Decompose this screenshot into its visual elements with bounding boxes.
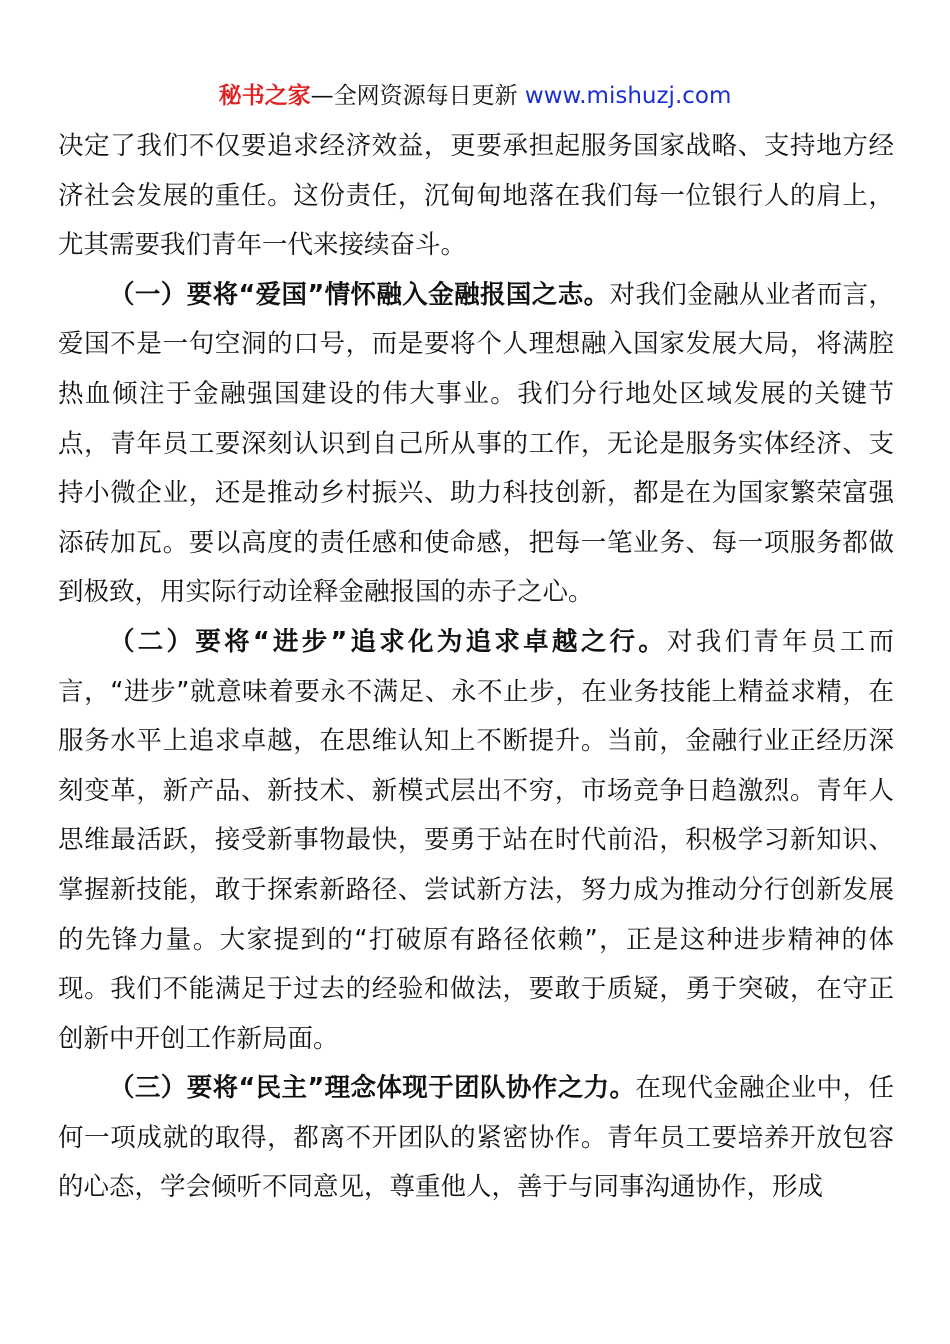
paragraph-text: 决定了我们不仅要追求经济效益，更要承担起服务国家战略、支持地方经济社会发展的重任。这份责任，沉甸甸地落在我们每一位银行人的肩上，尤其需要我们青年一代来接续奋斗。 — [58, 131, 894, 261]
brand-name: 秘书之家 — [218, 83, 311, 109]
paragraph-continuation — [58, 122, 894, 271]
paragraph-text: 对我们青年员工而言，“进步”就意味着要永不满足、永不止步，在业务技能上精益求精，在服务水平上追求卓越，在思维认知上不断提升。当前，金融行业正经历深刻变革，新产品、新技术、新模式层出不穷，市场竞争日趋激烈。青年人思维最活跃，接受新事物最快，要勇于站在时代前沿，积极学习新知识、掌握新技能，敢于探索新路径、尝试新方法，努力成为推动分行创新发展的先锋力量。大家提到的“打破原有路径依赖”，正是这种进步精神的体现。我们不能满足于过去的经验和做法，要敢于质疑，勇于突破，在守正创新中开创工作新局面。 — [58, 626, 894, 1054]
paragraph-progress — [58, 618, 894, 1064]
document-body — [58, 122, 894, 1213]
section-heading-1: （一）要将“爱国”情怀融入金融报国之志。 — [109, 279, 610, 310]
paragraph-text: 对我们金融从业者而言，爱国不是一句空洞的口号，而是要将个人理想融入国家发展大局，将满腔热血倾注于金融强国建设的伟大事业。我们分行地处区域发展的关键节点，青年员工要深刻认识到自己所从事的工作，无论是服务实体经济、支持小微企业，还是推动乡村振兴、助力科技创新，都是在为国家繁荣富强添砖加瓦。要以高度的责任感和使命感，把每一笔业务、每一项服务都做到极致，用实际行动诠释金融报国的赤子之心。 — [58, 279, 894, 608]
site-banner — [0, 80, 950, 112]
paragraph-patriotism — [58, 271, 894, 618]
paragraph-text: 在现代金融企业中，任何一项成就的取得，都离不开团队的紧密协作。青年员工要培养开放包容的心态，学会倾听不同意见，尊重他人，善于与同事沟通协作，形成 — [58, 1073, 894, 1203]
banner-tagline: —全网资源每日更新 — [310, 83, 525, 109]
section-heading-3: （三）要将“民主”理念体现于团队协作之力。 — [109, 1073, 636, 1104]
paragraph-democracy — [58, 1064, 894, 1213]
site-url-link[interactable]: www.mishuzj.com — [524, 83, 732, 109]
section-heading-2: （二）要将“进步”追求化为追求卓越之行。 — [109, 626, 668, 657]
